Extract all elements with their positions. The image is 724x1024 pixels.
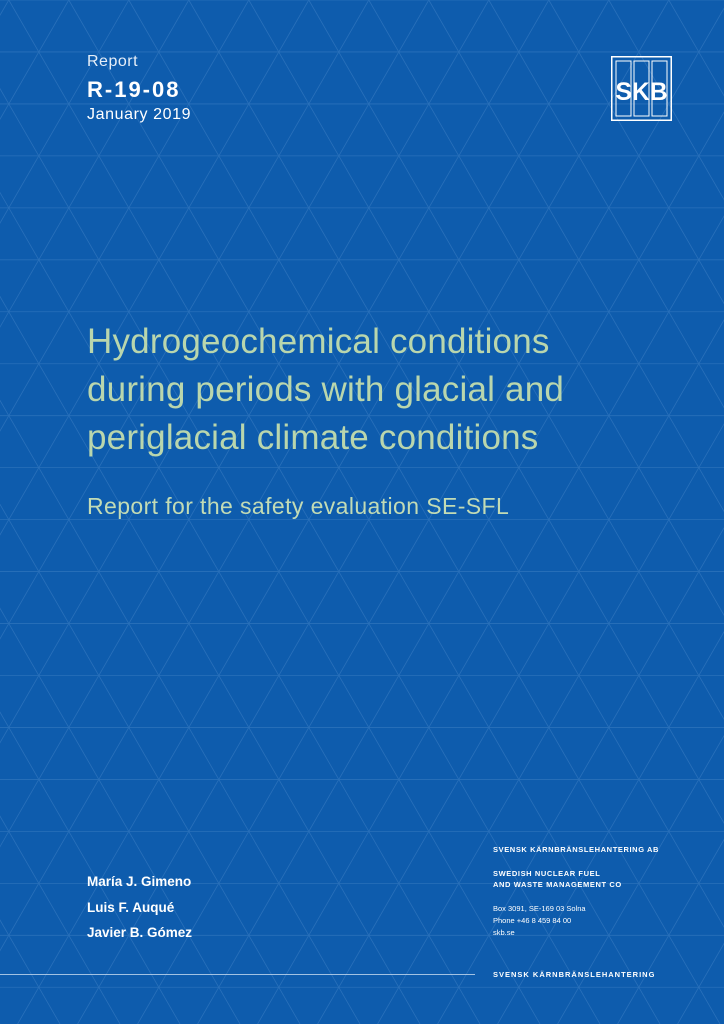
report-number: R-19-08: [87, 77, 181, 102]
company-name-swedish: SVENSK KÄRNBRÄNSLEHANTERING AB: [493, 845, 660, 854]
company-name-english: SWEDISH NUCLEAR FUEL: [493, 869, 601, 878]
footer-company-name: SVENSK KÄRNBRÄNSLEHANTERING: [493, 970, 656, 979]
company-name-english: AND WASTE MANAGEMENT CO: [493, 880, 622, 889]
skb-logo: [611, 56, 672, 121]
report-date: January 2019: [87, 106, 192, 123]
title-line: during periods with glacial and: [87, 370, 565, 409]
skb-logo-text: SKB: [615, 78, 668, 106]
company-website: skb.se: [493, 928, 515, 937]
footer-divider: [0, 974, 475, 975]
title-line: Hydrogeochemical conditions: [87, 322, 550, 361]
company-info: [493, 844, 659, 939]
title-line: periglacial climate conditions: [87, 418, 539, 457]
report-title: [87, 318, 687, 462]
author-list: [87, 873, 192, 950]
company-address: Box 3091, SE-169 03 Solna: [493, 904, 586, 913]
author-name: María J. Gimeno: [87, 874, 192, 889]
report-label: Report: [87, 53, 139, 70]
company-phone: Phone +46 8 459 84 00: [493, 916, 572, 925]
author-name: Luis F. Auqué: [87, 899, 175, 915]
author-name: Javier B. Gómez: [87, 925, 193, 940]
report-subtitle: Report for the safety evaluation SE-SFL: [87, 493, 510, 519]
